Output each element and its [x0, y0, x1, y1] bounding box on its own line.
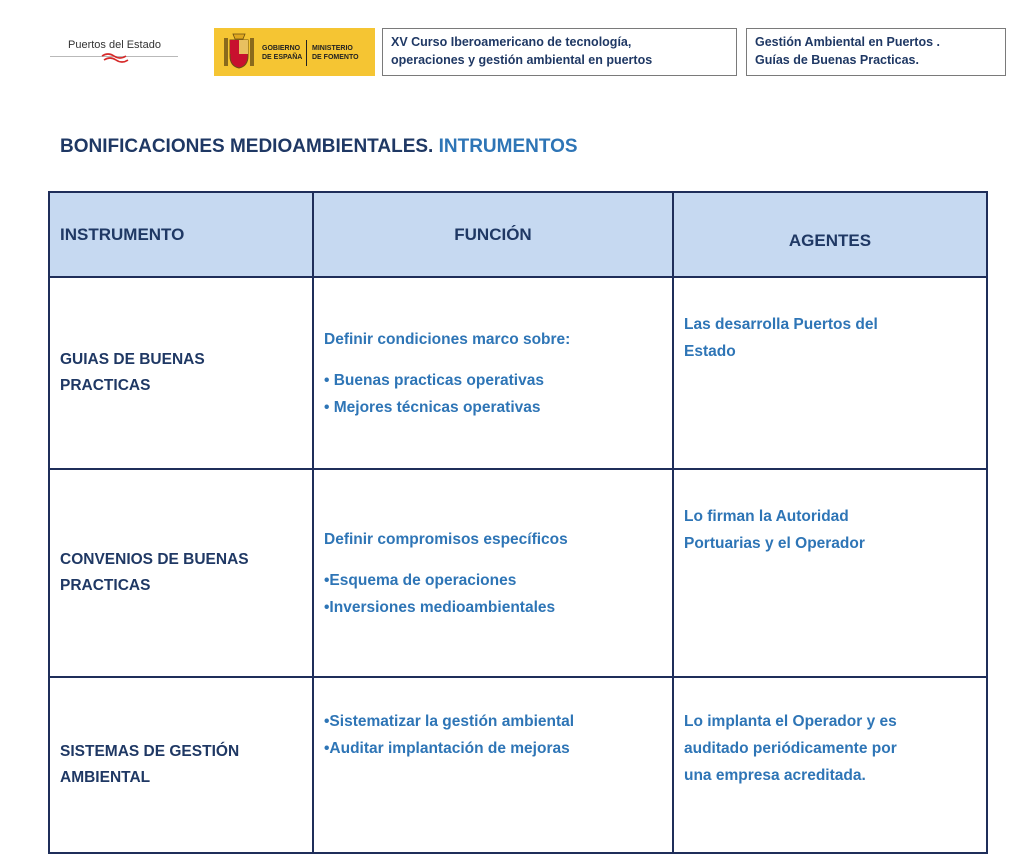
function-cell: [313, 469, 673, 677]
header-instrumento: INSTRUMENTO: [49, 192, 313, 277]
instrument-cell: SISTEMAS DE GESTIÓN AMBIENTAL: [49, 677, 313, 853]
slide-title: [60, 136, 578, 158]
course-line-1: XV Curso Iberoamericano de tecnología,: [391, 35, 632, 49]
function-item: • Buenas practicas operativas: [324, 371, 544, 389]
topic-line-2: Guías de Buenas Practicas.: [755, 53, 919, 67]
function-item: •Esquema de operaciones: [324, 571, 517, 589]
header-agentes: AGENTES: [673, 192, 987, 277]
puertos-del-estado-logo: [50, 36, 180, 70]
function-intro: Definir condiciones marco sobre:: [324, 330, 571, 348]
function-item: •Auditar implantación de mejoras: [324, 740, 570, 757]
agents-cell: Lo firman la Autoridad Portuarias y el Operador: [673, 469, 987, 677]
function-cell: [313, 277, 673, 469]
course-title-box: [382, 28, 737, 76]
wave-icon: [100, 52, 130, 64]
table-row: [49, 469, 987, 677]
function-cell: [313, 677, 673, 853]
instrument-cell: CONVENIOS DE BUENAS PRACTICAS: [49, 469, 313, 677]
table-row: [49, 677, 987, 853]
agents-cell: Las desarrolla Puertos del Estado: [673, 277, 987, 469]
agents-cell: Lo implanta el Operador y es auditado periódicamente por una empresa acreditada.: [673, 677, 987, 853]
coat-of-arms-icon: [222, 32, 256, 72]
puertos-logo-text: Puertos del Estado: [68, 39, 161, 51]
function-item: •Inversiones medioambientales: [324, 598, 556, 616]
ministerio-text: MINISTERIO DE FOMENTO: [312, 45, 359, 61]
topic-title-box: [746, 28, 1006, 76]
gobierno-text: GOBIERNO DE ESPAÑA: [262, 45, 303, 61]
header-funcion: FUNCIÓN: [313, 192, 673, 277]
course-line-2: operaciones y gestión ambiental en puertos: [391, 53, 653, 67]
instruments-table: [48, 191, 988, 854]
table-header-row: [49, 192, 987, 277]
logo-separator: [306, 40, 307, 66]
table-row: [49, 277, 987, 469]
instrument-cell: GUIAS DE BUENAS PRACTICAS: [49, 277, 313, 469]
function-item: • Mejores técnicas operativas: [324, 398, 541, 416]
function-intro: Definir compromisos específicos: [324, 530, 568, 548]
title-part-2: INTRUMENTOS: [438, 136, 578, 157]
title-part-1: BONIFICACIONES MEDIOAMBIENTALES.: [60, 136, 434, 157]
gobierno-logo: [214, 28, 375, 76]
function-item: •Sistematizar la gestión ambiental: [324, 713, 575, 730]
topic-line-1: Gestión Ambiental en Puertos .: [755, 35, 940, 49]
